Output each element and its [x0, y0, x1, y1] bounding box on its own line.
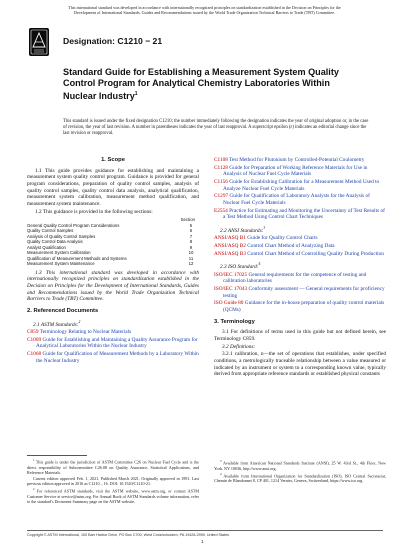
section-label: Measurement System Calibration: [27, 250, 91, 256]
section-number[interactable]: 8: [189, 239, 193, 245]
reference-item: [214, 179, 386, 192]
footnote-number: 2: [33, 487, 35, 492]
reference-link[interactable]: C1128: [214, 164, 228, 171]
reference-title-link[interactable]: General requirements for the competence of testing and calibration laboratories: [223, 271, 367, 285]
iso-standard-label: 2.3 ISO Standard:: [220, 264, 259, 271]
terminology-3-1: 3.1 For definitions of terms used in this guide but not defined herein, see Terminology C859.: [214, 329, 386, 342]
footnote-ref[interactable]: 3: [263, 225, 266, 230]
footnote: [214, 459, 386, 471]
scope-heading: 1. Scope: [101, 157, 125, 163]
reference-item: [214, 272, 386, 285]
section-label: Qualification of Measurement Methods and Systems: [27, 255, 127, 261]
left-column: [27, 157, 199, 365]
scope-1-2: 1.2 This guidance is provided in the following sections:: [35, 208, 153, 215]
notice-line-1: This international standard was developed in accordance with internationally recognized principles on standardization established in the Decision on Principles for the: [68, 5, 341, 10]
referenced-documents-heading: 2. Referenced Documents: [27, 308, 99, 315]
reference-link[interactable]: C1108: [214, 157, 228, 163]
footnote-text: For referenced ASTM standards, visit the ASTM website, www.astm.org, or contact ASTM Customer Service at service@astm.org. For Annual Book of ASTM Standards volume information, refer to the standard's Document Summary page on the ASTM website.: [27, 488, 199, 505]
reference-item: [27, 329, 199, 336]
reference-title-link[interactable]: Practice for Estimating and Monitoring the Uncertainty of Test Results of a Test Method Using Control Chart Techniques: [223, 207, 385, 221]
astm-standards-label: 2.1 ASTM Standards:: [33, 321, 79, 328]
reference-link[interactable]: ANSI/ASQ B2: [214, 242, 246, 249]
section-number[interactable]: 11: [188, 255, 194, 261]
right-column: [214, 157, 386, 379]
standard-issue-note: This standard is issued under the fixed designation C1210; the number immediately following the designation indicates the year of original adoption or, in the case of revision, the year of last revision. A number in parentheses indicates the year of last reapproval. A superscript epsilon (ε) indicates an editorial change since the last revision or reapproval.: [63, 119, 369, 137]
section-label: Measurement System Maintenance: [27, 261, 95, 267]
section-label: Analysis of Quality Control Samples: [27, 233, 96, 239]
title-footnote-ref[interactable]: 1: [134, 91, 138, 98]
reference-link[interactable]: C1156: [214, 178, 228, 185]
designation: Designation: C1210 − 21: [63, 36, 163, 46]
scope-1-3: 1.3 This international standard was developed in accordance with internationally recognized principles on standardization established in the Decision on Principles for the Development of International Standards, Guides and Recommendations issued by the World Trade Organization Technical Barriers to Trade (TBT) Committee.: [27, 269, 199, 303]
document-title: [63, 67, 363, 103]
section-number[interactable]: 7: [189, 233, 193, 239]
reference-title-link[interactable]: Test Method for Plutonium by Controlled-Potential Coulometry: [229, 157, 365, 163]
section-number[interactable]: 12: [188, 261, 194, 267]
reference-link[interactable]: ANSI/ASQ B3: [214, 250, 246, 257]
footnote-number: 3: [220, 459, 222, 463]
reference-title-link[interactable]: Control Chart Method of Analyzing Data: [247, 242, 335, 249]
footnote-number: 1: [33, 458, 35, 462]
reference-link[interactable]: E2554: [214, 207, 228, 214]
reference-item: [27, 351, 199, 364]
reference-link[interactable]: C1297: [214, 193, 229, 200]
section-label: Analyst Qualification: [27, 244, 66, 250]
section-label: General Quality Control Program Considerations: [27, 222, 120, 228]
reference-title-link[interactable]: Guide for Establishing and Maintaining a Quality Assurance Program for Analytical Laboratories Within the Nuclear Industry: [36, 336, 198, 350]
scope-1-1: 1.1 This guide provides guidance for establishing and maintaining a measurement system quality control program. Guidance is provided for general program considerations, preparation of quality control samples, analysis of quality control samples, quality control data analysis, analytical qualification, measurement system calibration, measurement method qualification, and measurement system maintenance.: [27, 167, 199, 207]
reference-title-link[interactable]: Control Chart Method of Controlling Quality During Production: [247, 250, 384, 257]
reference-link[interactable]: ISO/IEC 17025: [214, 271, 248, 278]
reference-link[interactable]: C1009: [27, 336, 42, 343]
reference-item: [214, 193, 386, 206]
reference-item: [27, 337, 199, 350]
reference-item: [214, 251, 386, 258]
reference-item: [214, 286, 386, 299]
section-number[interactable]: 10: [188, 250, 194, 256]
footnote-divider: [27, 455, 87, 456]
section-label: Quality Control Data Analysis: [27, 239, 83, 245]
reference-item: [214, 208, 386, 221]
notice-line-2: Development of International Standards, Guides and Recommendations issued by the World Trade Organization Technical Barriers to Trade (TBT) Committee.: [73, 10, 336, 16]
footnote: [27, 476, 199, 486]
reference-title-link[interactable]: Guide for Preparation of Working Reference Materials for Use in Analysis of Nuclear Fuel Cycle Materials: [223, 164, 368, 178]
ansi-standards-label: 2.2 ANSI Standards:: [220, 227, 264, 234]
international-standard-notice: [26, 5, 383, 16]
footnotes-right: [214, 459, 386, 485]
terminology-3-2-1: 3.2.1 calibration, n—the set of operations that establishes, under specified conditions, a metrologically traceable relationship between a value measured or indicated by an instrument or system to a corresponding known value, typically derived from appropriate reference standards or established physical constants: [214, 351, 386, 378]
reference-link[interactable]: C859: [27, 329, 39, 336]
reference-title-link[interactable]: Terminology Relating to Nuclear Materials: [39, 329, 132, 336]
reference-title-link[interactable]: Guide for Establishing Calibration for a Measurement Method Used to Analyze Nuclear Fuel Cycle Materials: [223, 178, 380, 192]
astm-standards-subheading: [33, 319, 199, 328]
footnote: [27, 487, 199, 504]
section-number[interactable]: 9: [189, 244, 193, 250]
reference-link[interactable]: ANSI/ASQ B1: [214, 235, 246, 242]
page-number: 1: [201, 539, 204, 544]
footnote-text: Available from American National Standards Institute (ANSI), 25 W. 43rd St., 4th Floor, New York, NY 10036, http://www.ansi.org.: [214, 460, 386, 471]
reference-item: [214, 157, 386, 164]
footnote-number: 4: [220, 471, 222, 476]
reference-link[interactable]: ISO/IEC 17043: [214, 286, 248, 293]
copyright-notice: Copyright © ASTM International, 100 Barr Harbor Drive, PO Box C700, West Conshohocken, PA 19428-2959. United States: [27, 533, 230, 537]
footnotes-left: [27, 458, 199, 505]
title-text: Standard Guide for Establishing a Measurement System Quality Control Program for Analytical Chemistry Laboratories Within Nuclear Industry: [63, 67, 339, 102]
reference-item: [214, 165, 386, 178]
terminology-heading: 3. Terminology: [214, 318, 255, 325]
reference-title-link[interactable]: Guide for Quality Control Charts: [247, 235, 318, 242]
reference-link[interactable]: C1068: [27, 351, 42, 358]
reference-title-link[interactable]: Guide for Qualification of Measurement Methods by a Laboratory Within the Nuclear Industry: [36, 351, 199, 364]
page-footer-divider: [27, 530, 383, 531]
footnote-text: This guide is under the jurisdiction of ASTM Committee C26 on Nuclear Fuel Cycle and is the direct responsibility of Subcommittee C26.08 on Quality Assurance, Statistical Applications, and Reference Materials.: [27, 459, 199, 475]
iso-standard-subheading: [220, 261, 386, 270]
footnote-ref[interactable]: 4: [258, 262, 261, 267]
footnote-text: Available from International Organization for Standardization (ISO), ISO Central Secretariat, Chemin de Blandonnet 8, CP 401, 1214 Vernier, Geneva, Switzerland, https://www.iso.org.: [214, 473, 386, 484]
section-list-item: [27, 261, 199, 267]
astm-logo-icon: [28, 27, 50, 57]
section-number[interactable]: 5: [189, 222, 193, 228]
reference-item: [214, 300, 386, 313]
reference-link[interactable]: ISO Guide 80: [214, 300, 244, 307]
section-list-header: Section: [180, 217, 195, 223]
footnote-ref[interactable]: 2: [78, 319, 81, 324]
section-number[interactable]: 6: [189, 228, 193, 234]
reference-title-link[interactable]: Guide for Qualification of Laboratory Analysts for the Analysis of Nuclear Fuel Cycle Materials: [223, 193, 370, 206]
terminology-3-2: 3.2 Definitions:: [222, 343, 256, 350]
reference-title-link[interactable]: Conformity assessment — General requirements for proficiency testing: [223, 286, 385, 299]
footnote: [27, 458, 199, 475]
footnote-text: Current edition approved Feb. 1, 2021. Published March 2021. Originally approved in 1991. Last previous edition approved in 2016 as C1210 – 16. DOI: 10.1520/C1210-21.: [27, 475, 199, 487]
reference-item: [214, 243, 386, 250]
reference-title-link[interactable]: Guidance for the in-house preparation of quality control materials (QCMs): [223, 300, 385, 313]
section-label: Quality Control Samples: [27, 228, 74, 234]
section-list: [27, 217, 199, 267]
footnote: [214, 472, 386, 484]
reference-item: [214, 235, 386, 242]
ansi-standards-subheading: [220, 225, 386, 234]
